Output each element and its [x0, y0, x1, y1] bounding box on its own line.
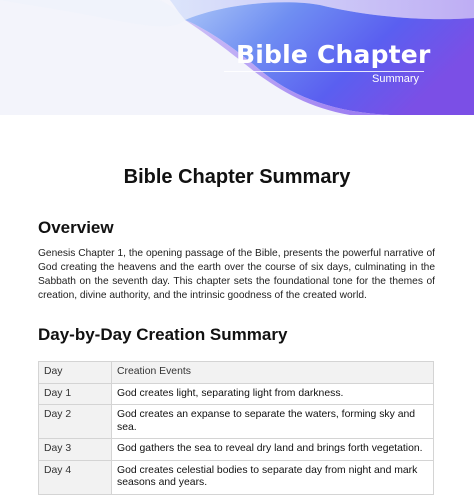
- day-cell: Day 3: [39, 439, 112, 461]
- table-row: [39, 405, 434, 439]
- day-cell: Day 1: [39, 383, 112, 405]
- document-title: Bible Chapter Summary: [123, 166, 351, 188]
- banner-divider: [224, 71, 424, 72]
- table-row: [39, 439, 434, 461]
- creation-events-table: [38, 361, 434, 495]
- table-header-row: [39, 362, 434, 384]
- table-row: [39, 460, 434, 494]
- column-header-creation-events: Creation Events: [112, 362, 434, 384]
- event-cell: God creates light, separating light from darkness.: [112, 383, 434, 405]
- day-cell: Day 4: [39, 460, 112, 494]
- creation-summary-heading: Day-by-Day Creation Summary: [38, 325, 288, 344]
- day-cell: Day 2: [39, 405, 112, 439]
- event-cell: God creates an expanse to separate the waters, forming sky and sea.: [112, 405, 434, 439]
- overview-paragraph: Genesis Chapter 1, the opening passage of the Bible, presents the powerful narrative of God creating the heavens and the earth over the course of six days, culminating in the Sabbath on the seventh day. This chapter sets the foundational tone for the themes of creation, divine authority, and the intrinsic goodness of the created world.: [38, 248, 435, 301]
- header-banner: [0, 0, 474, 115]
- banner-title: Bible Chapter: [236, 40, 431, 69]
- table-row: [39, 383, 434, 405]
- event-cell: God gathers the sea to reveal dry land and brings forth vegetation.: [112, 439, 434, 461]
- overview-heading: Overview: [38, 218, 114, 237]
- column-header-day: Day: [39, 362, 112, 384]
- event-cell: God creates celestial bodies to separate day from night and mark seasons and years.: [112, 460, 434, 494]
- banner-subtitle: Summary: [372, 73, 420, 85]
